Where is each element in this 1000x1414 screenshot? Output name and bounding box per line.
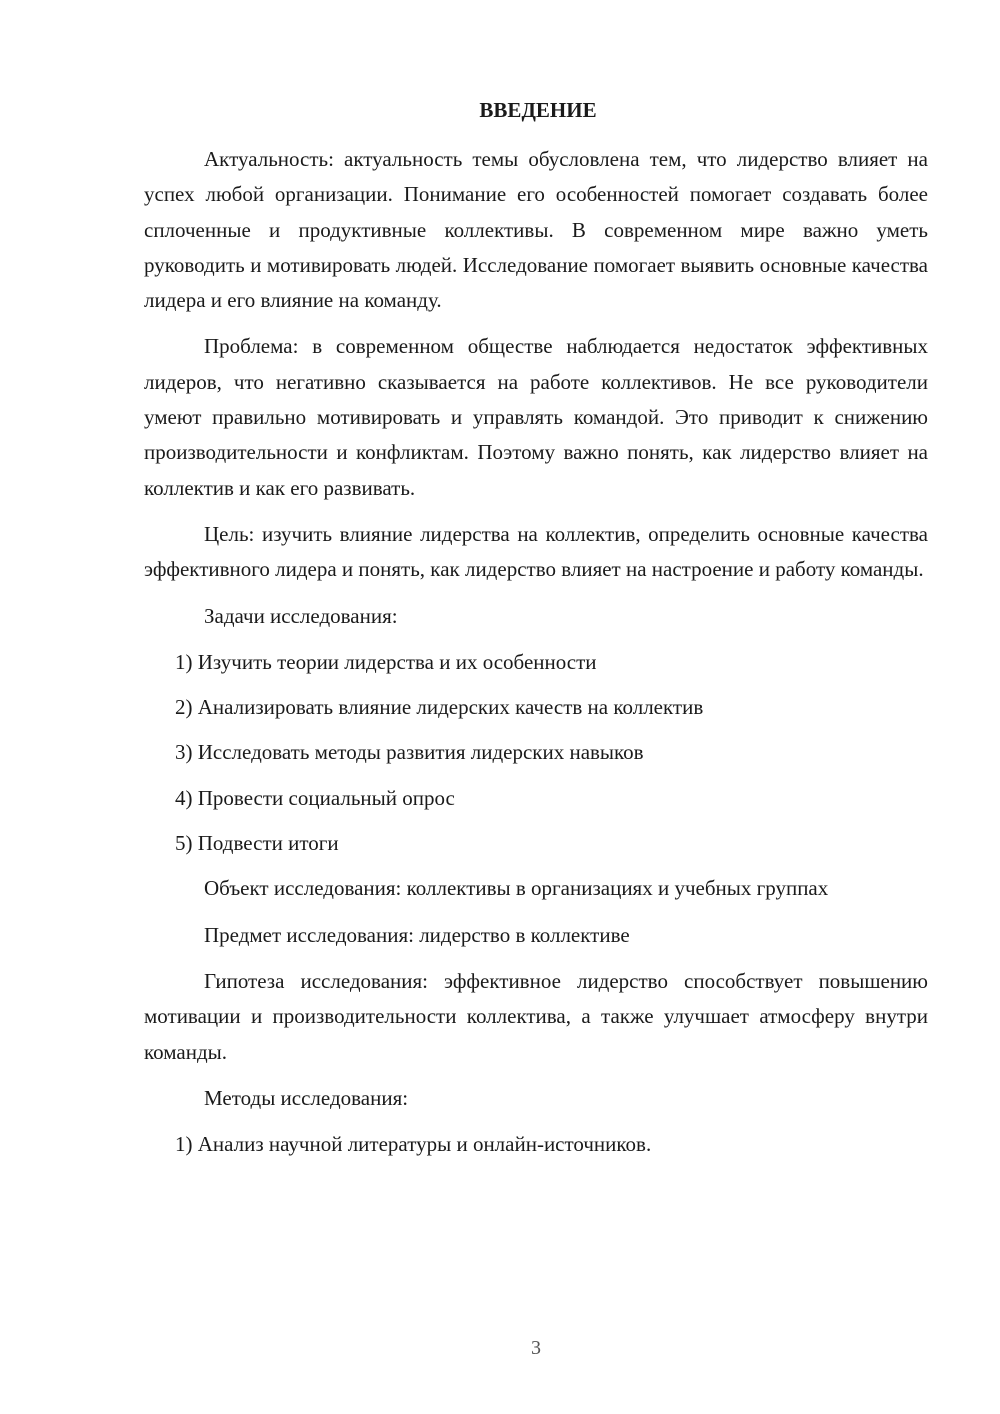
hypothesis-paragraph: Гипотеза исследования: эффективное лидерство способствует повышению мотивации и производительности коллектива, а также улучшает атмосферу внутри команды. <box>144 968 928 1064</box>
task-item: 3) Исследовать методы развития лидерских навыков <box>175 740 644 765</box>
task-item: 2) Анализировать влияние лидерских качеств на коллектив <box>175 695 704 720</box>
object-paragraph: Объект исследования: коллективы в организациях и учебных группах <box>204 876 829 901</box>
task-item: 4) Провести социальный опрос <box>175 785 455 810</box>
goal-paragraph: Цель: изучить влияние лидерства на коллектив, определить основные качества эффективного лидера и понять, как лидерство влияет на настроение и работу команды. <box>144 521 928 582</box>
page-title: ВВЕДЕНИЕ <box>479 98 597 122</box>
problem-paragraph: Проблема: в современном обществе наблюдается недостаток эффективных лидеров, что негативно сказывается на работе коллективов. Не все руководители умеют правильно мотивировать и управлять командой. Это приводит к снижению производительности и конфликтам. Поэтому важно понять, как лидерство влияет на коллектив и как его развивать. <box>144 334 928 500</box>
task-item: 5) Подвести итоги <box>175 831 339 856</box>
methods-heading: Методы исследования: <box>204 1085 409 1110</box>
method-item: 1) Анализ научной литературы и онлайн-источников. <box>175 1132 652 1157</box>
page-number: 3 <box>531 1337 541 1359</box>
subject-paragraph: Предмет исследования: лидерство в коллективе <box>204 922 630 947</box>
tasks-heading: Задачи исследования: <box>204 603 398 628</box>
page-content <box>144 95 928 1172</box>
task-item: 1) Изучить теории лидерства и их особенности <box>175 649 597 674</box>
relevance-paragraph: Актуальность: актуальность темы обусловлена тем, что лидерство влияет на успех любой организации. Понимание его особенностей помогает создавать более сплоченные и продуктивные коллективы. В современном мире важно уметь руководить и мотивировать людей. Исследование помогает выявить основные качества лидера и его влияние на команду. <box>144 147 928 313</box>
